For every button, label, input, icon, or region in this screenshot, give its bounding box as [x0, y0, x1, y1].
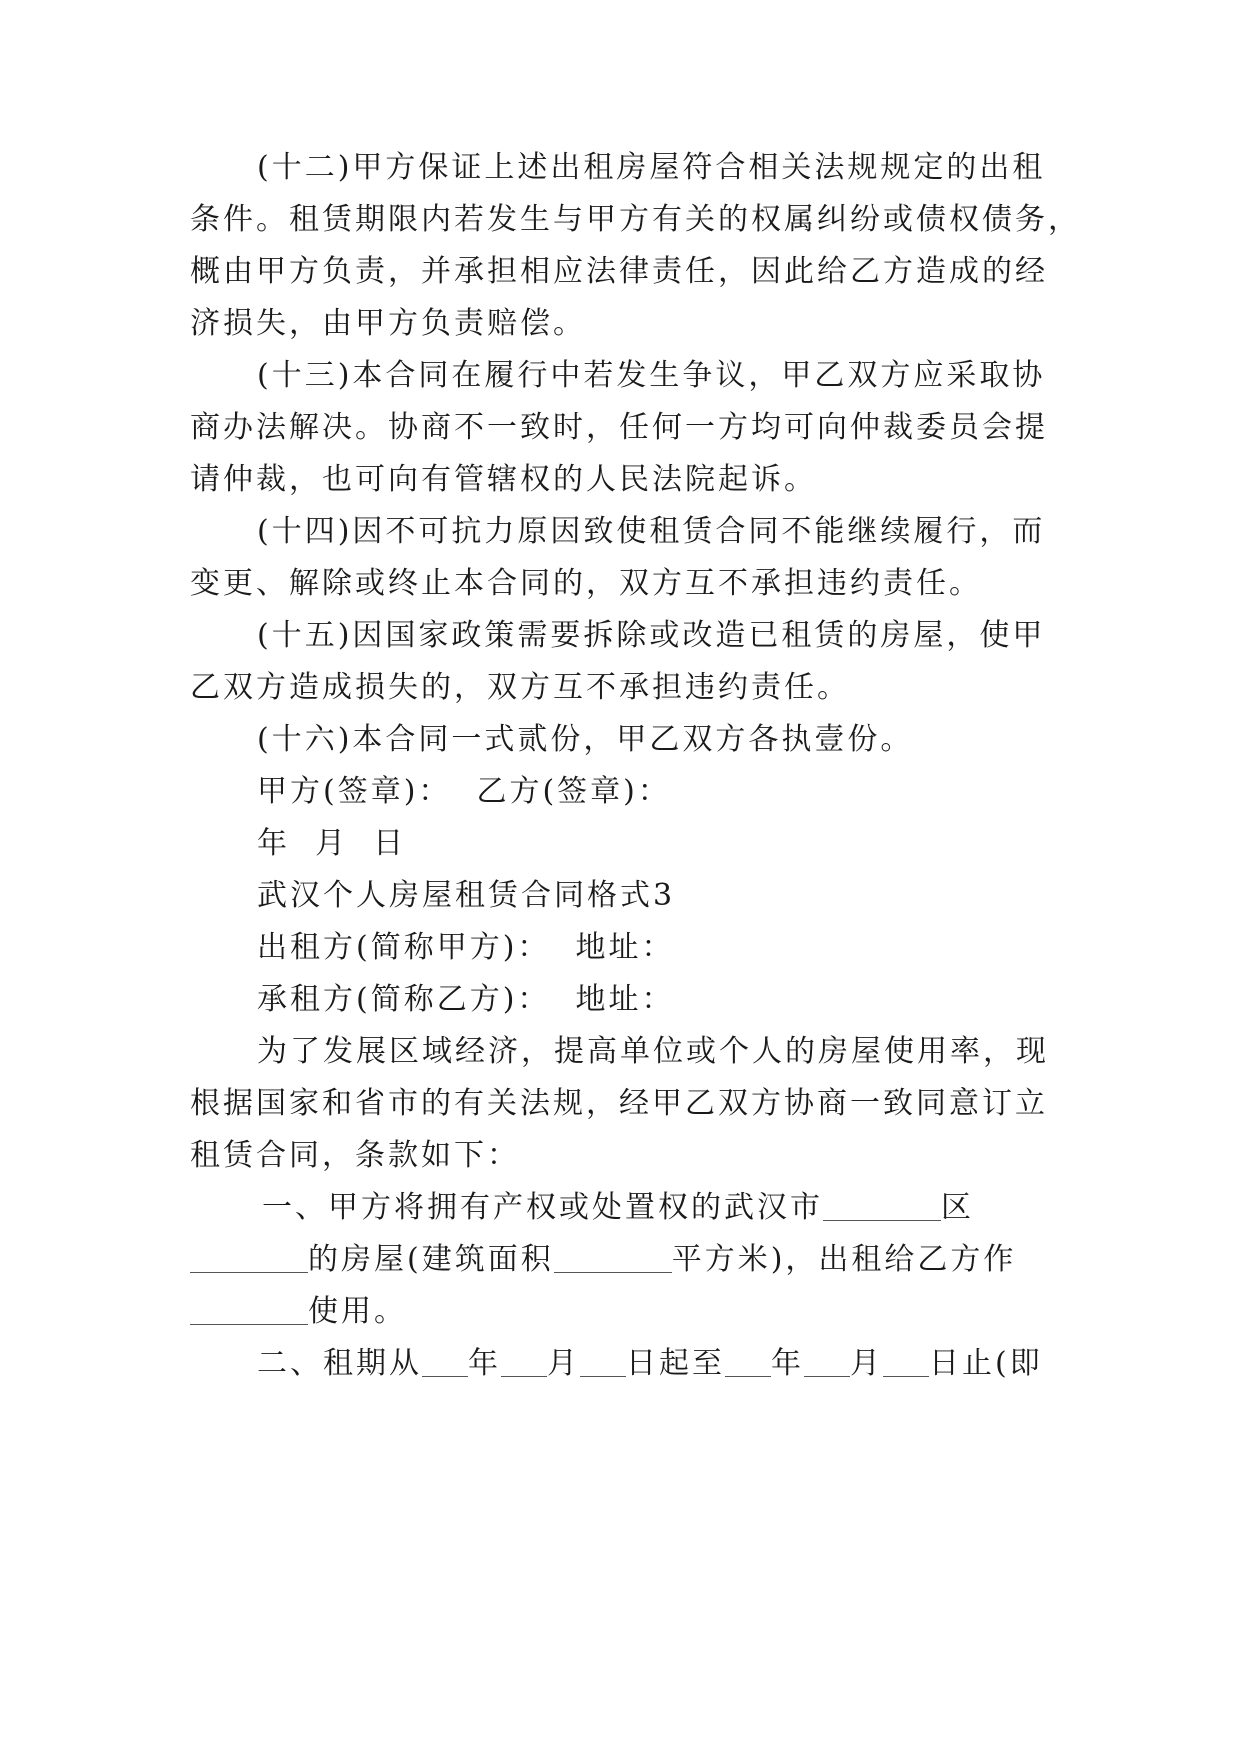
article-2-text-3: 月 [547, 1346, 580, 1381]
article-2-text-7: 日止(即 [929, 1346, 1043, 1381]
article-2-text-4: 日起至 [626, 1346, 725, 1381]
article-2-text-6: 月 [850, 1346, 883, 1381]
clause-13-line-3: 请仲裁，也可向有管辖权的人民法院起诉。 [190, 462, 817, 497]
article-2-text-1: 二、租期从 [257, 1346, 422, 1381]
area-blank [554, 1244, 672, 1273]
usage-blank [190, 1296, 308, 1325]
clause-15-line-1: (十五)因国家政策需要拆除或改造已租赁的房屋，使甲 [257, 618, 1046, 653]
clause-13-line-1: (十三)本合同在履行中若发生争议，甲乙双方应采取协 [257, 358, 1046, 393]
end-day-blank [883, 1348, 929, 1377]
article-1-text-d: 平方米)，出租给乙方作 [671, 1242, 1017, 1277]
section-title: 武汉个人房屋租赁合同格式3 [257, 878, 676, 913]
date-line: 年 月 日 [257, 826, 407, 861]
preamble-line-2: 根据国家和省市的有关法规，经甲乙双方协商一致同意订立 [190, 1086, 1048, 1121]
lessee-line: 承租方(简称乙方)： 地址： [257, 982, 675, 1017]
article-2-text-5: 年 [771, 1346, 804, 1381]
article-1-text-b: 区 [941, 1190, 974, 1225]
lessor-line: 出租方(简称甲方)： 地址： [257, 930, 675, 965]
clause-16: (十六)本合同一式贰份，甲乙双方各执壹份。 [257, 722, 914, 757]
clause-15-line-2: 乙双方造成损失的，双方互不承担违约责任。 [190, 670, 850, 705]
clause-12-line-1: (十二)甲方保证上述出租房屋符合相关法规规定的出租 [257, 150, 1046, 185]
article-1-text-a: 一、甲方将拥有产权或处置权的武汉市 [262, 1190, 823, 1225]
article-2-text-2: 年 [468, 1346, 501, 1381]
location-blank [190, 1244, 308, 1273]
start-month-blank [501, 1348, 547, 1377]
clause-12-line-4: 济损失，由甲方负责赔偿。 [190, 306, 586, 341]
district-blank [823, 1192, 941, 1221]
article-1-text-e: 使用。 [308, 1294, 407, 1329]
article-1-line-3 [190, 1292, 407, 1332]
start-year-blank [422, 1348, 468, 1377]
clause-13-line-2: 商办法解决。协商不一致时，任何一方均可向仲裁委员会提 [190, 410, 1048, 445]
clause-14-line-2: 变更、解除或终止本合同的，双方互不承担违约责任。 [190, 566, 982, 601]
article-2-line-1 [257, 1344, 1043, 1384]
article-1-line-1 [262, 1188, 974, 1228]
clause-12-line-2: 条件。租赁期限内若发生与甲方有关的权属纠纷或债权债务， [190, 202, 1081, 237]
clause-12-line-3: 概由甲方负责，并承担相应法律责任，因此给乙方造成的经 [190, 254, 1048, 289]
preamble-line-3: 租赁合同，条款如下： [190, 1138, 520, 1173]
clause-14-line-1: (十四)因不可抗力原因致使租赁合同不能继续履行，而 [257, 514, 1046, 549]
end-month-blank [804, 1348, 850, 1377]
start-day-blank [580, 1348, 626, 1377]
article-1-text-c: 的房屋(建筑面积 [308, 1242, 554, 1277]
article-1-line-2 [190, 1240, 1016, 1280]
preamble-line-1: 为了发展区域经济，提高单位或个人的房屋使用率，现 [257, 1034, 1049, 1069]
signature-line: 甲方(签章)： 乙方(签章)： [257, 774, 671, 809]
end-year-blank [725, 1348, 771, 1377]
